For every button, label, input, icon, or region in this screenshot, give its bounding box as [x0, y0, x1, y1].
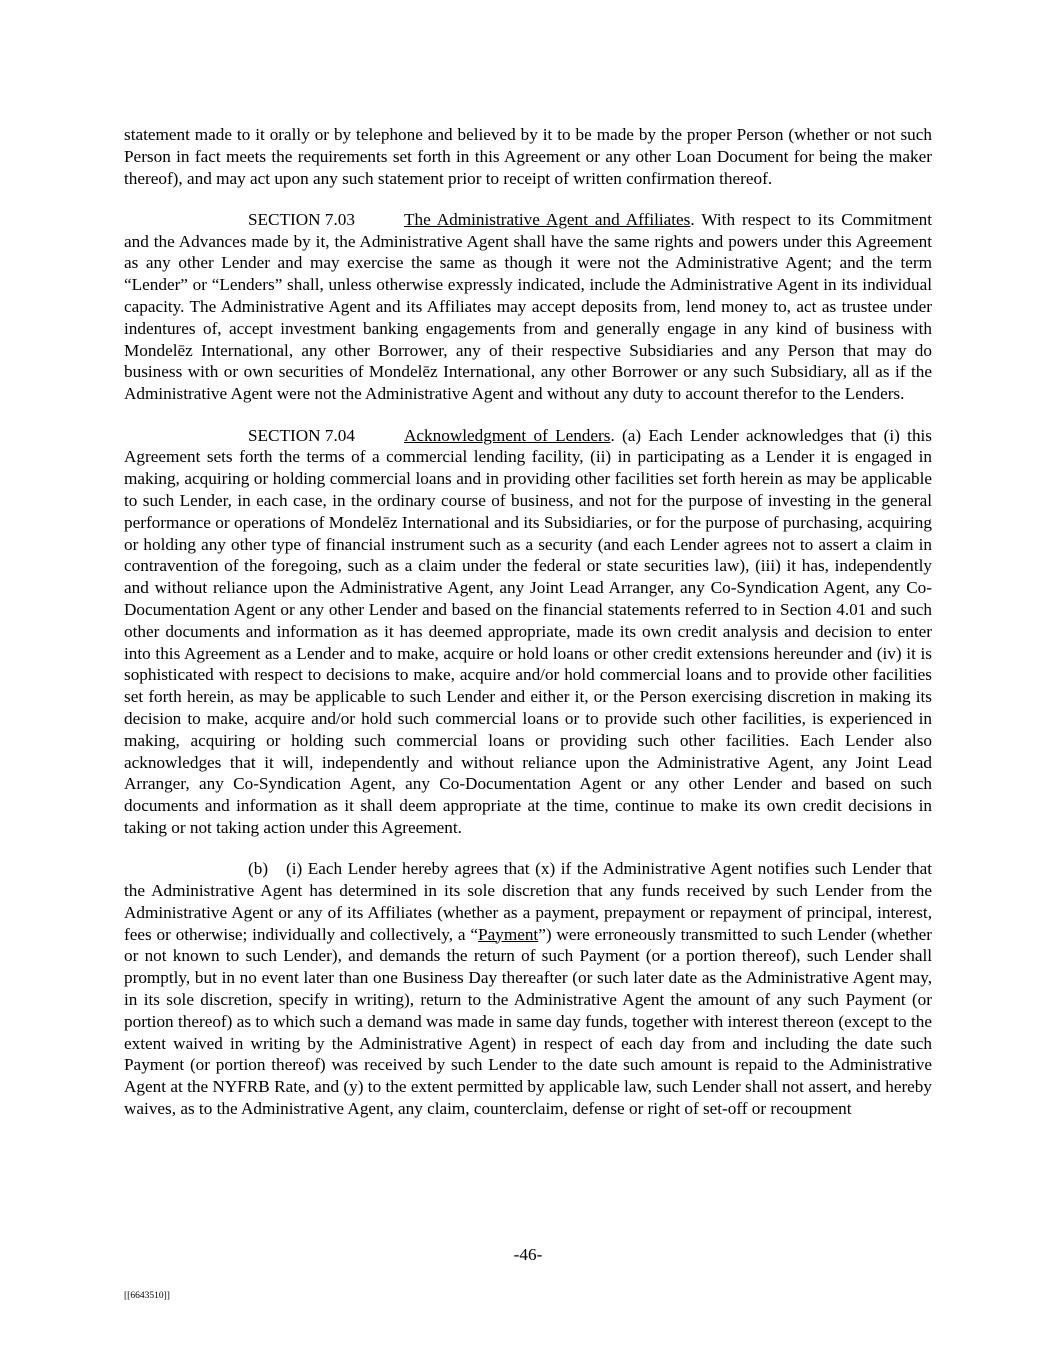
subsection-number: (b) [248, 859, 269, 879]
defined-term: Payment [478, 924, 539, 944]
subsection-body-after: ”) were erroneously transmitted to such Lender (whether or not known to such Lender), and demands the return of such Payment (or a portion thereof), such Lender shall promptly, but in no event later than one Business Day thereafter (or such later date as the Administrative Agent may, in its sole discretion, specify in writing), return to the Administrative Agent the amount of any such Payment (or portion thereof) as to which such a demand was made in same day funds, together with interest thereon (except to the extent waived in writing by the Administrative Agent) in respect of each day from and including the date such Payment (or portion thereof) was received by such Lender to the date such amount is repaid to the Administrative Agent at the NYFRB Rate, and (y) to the extent permitted by applicable law, such Lender shall not assert, and hereby waives, as to the Administrative Agent, any claim, counterclaim, defense or right of set-off or recoupment [124, 924, 932, 1118]
section-number: SECTION 7.04 [248, 425, 355, 445]
section-body: . With respect to its Commitment and the Advances made by it, the Administrative Agent shall have the same rights and powers under this Agreement as any other Lender and may exercise the same as though it were not the Administrative Agent; and the term “Lender” or “Lenders” shall, unless otherwise expressly indicated, include the Administrative Agent in its individual capacity. The Administrative Agent and its Affiliates may accept deposits from, lend money to, act as trustee under indentures of, accept investment banking engagements from and generally engage in any kind of business with Mondelēz International, any other Borrower, any of their respective Subsidiaries and any Person that may do business with or own securities of Mondelēz International, any other Borrower or any such Subsidiary, all as if the Administrative Agent were not the Administrative Agent and without any duty to account therefor to the Lenders. [124, 209, 932, 404]
section-title: The Administrative Agent and Affiliates [404, 209, 691, 229]
subsection-b [124, 858, 932, 1120]
section-7-03 [124, 209, 932, 405]
subsection-body-before: (i) Each Lender hereby agrees that (x) if the Administrative Agent notifies such Lender that the Administrative Agent has determined in its sole discretion that any funds received by such Lender from the Administrative Agent or any of its Affiliates (whether as a payment, prepayment or repayment of principal, interest, fees or otherwise; individually and collectively, a “ [124, 859, 932, 944]
section-body: . (a) Each Lender acknowledges that (i) this Agreement sets forth the terms of a commercial lending facility, (ii) in participating as a Lender it is engaged in making, acquiring or holding commercial loans and in providing other facilities set forth herein as may be applicable to such Lender, in each case, in the ordinary course of business, and not for the purpose of investing in the general performance or operations of Mondelēz International and its Subsidiaries, or for the purpose of purchasing, acquiring or holding any other type of financial instrument such as a security (and each Lender agrees not to assert a claim in contravention of the foregoing, such as a claim under the federal or state securities law), (iii) it has, independently and without reliance upon the Administrative Agent, any Joint Lead Arranger, any Co-Syndication Agent, any Co-Documentation Agent or any other Lender and based on the financial statements referred to in Section 4.01 and such other documents and information as it has deemed appropriate, made its own credit analysis and decision to enter into this Agreement as a Lender and to make, acquire or hold loans or other credit extensions hereunder and (iv) it is sophisticated with respect to decisions to make, acquire and/or hold commercial loans and to provide other facilities set forth herein, as may be applicable to such Lender and either it, or the Person exercising discretion in making its decision to make, acquire and/or hold such commercial loans or to provide such other facilities, is experienced in making, acquiring or holding such commercial loans or providing such other facilities. Each Lender also acknowledges that it will, independently and without reliance upon the Administrative Agent, any Joint Lead Arranger, any Co-Syndication Agent, any Co-Documentation Agent or any other Lender and based on such documents and information as it shall deem appropriate at the time, continue to make its own credit decisions in taking or not taking action under this Agreement. [124, 425, 932, 837]
document-page [124, 124, 932, 1139]
document-id: [[6643510]] [124, 1291, 170, 1301]
section-number: SECTION 7.03 [248, 209, 355, 229]
paragraph-continued: statement made to it orally or by telephone and believed by it to be made by the proper Person (whether or not such Person in fact meets the requirements set forth in this Agreement or any other Loan Document for being the maker thereof), and may act upon any such statement prior to receipt of written confirmation thereof. [124, 125, 932, 188]
section-title: Acknowledgment of Lenders [404, 425, 611, 445]
section-7-04 [124, 425, 932, 839]
page-number: -46- [513, 1245, 543, 1264]
